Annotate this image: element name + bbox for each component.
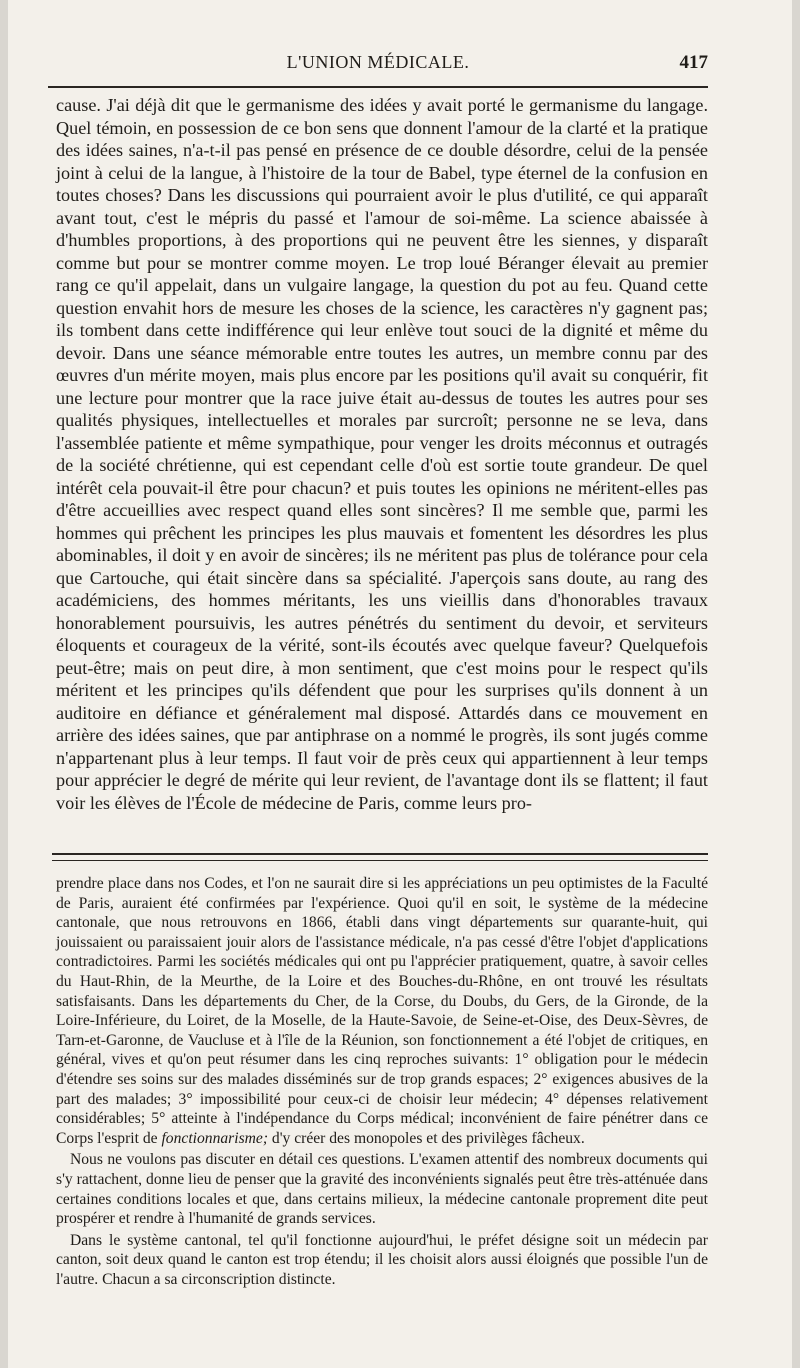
main-text-block	[56, 94, 708, 814]
header-rule	[48, 86, 708, 88]
footnote-block	[56, 874, 708, 1289]
running-title: L'UNION MÉDICALE.	[286, 52, 470, 72]
footnote-paragraph-2: Nous ne voulons pas discuter en détail ces questions. L'examen attentif des nombreux documents qui s'y rattachent, donne lieu de penser que la gravité des inconvénients signalés peut être très-atténuée dans certaines conditions locales et que, dans certains milieux, la médecine cantonale proprement dite peut prospérer et rendre à l'humanité de grands services.	[56, 1151, 708, 1228]
main-paragraph: cause. J'ai déjà dit que le germanisme des idées y avait porté le germanisme du langage. Quel témoin, en possession de ce bon sens que donnent l'amour de la clarté et la pratique des idées saines, n'a-t-il pas pensé en présence de ce double désordre, celui de la pensée joint à celui de la langue, à l'histoire de la tour de Babel, type éternel de la confusion en toutes choses? Dans les discussions qui pourraient avoir le plus d'utilité, ce qui apparaît avant tout, c'est le mépris du passé et l'amour de soi-même. La science abaissée à d'humbles proportions, à des proportions qui ne peuvent être les siennes, y disparaît comme but pour se montrer comme moyen. Le trop loué Béranger élevait au premier rang ce qu'il appelait, dans un vulgaire langage, la question du pot au feu. Quand cette question envahit hors de mesure les choses de la science, les caractères n'y gagnent pas; ils tombent dans cette indifférence qui leur enlève tout souci de la dignité et même du devoir. Dans une séance mémorable entre toutes les autres, un membre connu par des œuvres d'un mérite moyen, mais plus encore par les positions qu'il avait su conquérir, fit une lecture pour montrer que la race juive était au-dessus de toutes les autres pour ses qualités physiques, intellectuelles et morales par surcroît; personne ne se leva, dans l'assemblée patiente et même sympathique, pour venger les droits méconnus et outragés de la société chrétienne, qui est cependant celle d'où est sortie toute grandeur. De quel intérêt cela pouvait-il être pour chacun? et puis toutes les opinions ne méritent-elles pas d'être accueillies avec respect quand elles sont sincères? Il me semble que, parmi les hommes qui prêchent les principes les plus mauvais et fomentent les désordres les plus abominables, il doit y en avoir de sincères; ils ne méritent pas plus de tolérance pour cela que Cartouche, qui était sincère dans sa spécialité. J'aperçois sans doute, au rang des académiciens, des hommes méritants, les uns vieillis dans d'honorables travaux honorablement poursuivis, les autres pénétrés du sentiment du devoir, et serviteurs éloquents et courageux de la vérité, sont-ils écoutés avec quelque faveur? Quelquefois peut-être; mais on peut dire, à mon sentiment, que c'est moins pour le respect qu'ils méritent et les principes qu'ils défendent que pour les surprises qu'ils donnent à un auditoire en défiance et généralement mal disposé. Attardés dans ce mouvement en arrière des idées saines, que par antiphrase on a nommé le progrès, ils sont jugés comme n'appartenant plus à leur temps. Il faut voir de près ceux qui appartiennent à leur temps pour apprécier le degré de mérite qui leur revient, de l'avantage dont ils se flattent; il faut voir les élèves de l'École de médecine de Paris, comme leurs pro-	[56, 95, 708, 813]
page-header	[48, 52, 708, 82]
book-page	[8, 0, 792, 1368]
page-number: 417	[679, 52, 708, 73]
footnote-paragraph-1	[56, 874, 708, 1148]
footnote-text-run: d'y créer des monopoles et des privilèges fâcheux.	[268, 1129, 585, 1147]
footnote-separator	[52, 853, 708, 861]
footnote-italic-term: fonctionnarisme;	[161, 1129, 269, 1147]
footnote-text-run: prendre place dans nos Codes, et l'on ne saurait dire si les appréciations un peu optimistes de la Faculté de Paris, auraient été confirmées par l'expérience. Quoi qu'il en soit, le système de la médecine cantonale, que nous retrouvons en 1866, établi dans vingt départements sur quarante-huit, qui jouissaient ou paraissaient jouir alors de l'assistance médicale, n'a pas cessé d'être l'objet d'applications contradictoires. Parmi les sociétés médicales qui ont pu l'apprécier pratiquement, quatre, à savoir celles du Haut-Rhin, de la Meurthe, de la Loire et des Bouches-du-Rhône, en ont trouvé les résultats satisfaisants. Dans les départements du Cher, de la Corse, du Doubs, du Gers, de la Gironde, de la Loire-Inférieure, du Loiret, de la Moselle, de la Haute-Savoie, de Seine-et-Oise, des Deux-Sèvres, de Tarn-et-Garonne, de Vaucluse et à l'île de la Réunion, son fonctionnement a été l'objet de critiques, en général, vives et qu'on peut résumer dans les cinq reproches suivants: 1° obligation pour le médecin d'étendre ses soins sur des malades disséminés sur de trop grands espaces; 2° exigences abusives de la part des malades; 3° impossibilité pour ceux-ci de choisir leur médecin; 4° dépenses relativement considérables; 5° atteinte à l'indépendance du Corps médical; inconvénient de faire pénétrer dans ce Corps l'esprit de	[56, 875, 708, 1147]
footnote-paragraph-3: Dans le système cantonal, tel qu'il fonctionne aujourd'hui, le préfet désigne soit un médecin par canton, soit deux quand le canton est trop étendu; il les choisit alors aussi éloignés que possible l'un de l'autre. Chacun a sa circonscription distincte.	[56, 1231, 708, 1288]
